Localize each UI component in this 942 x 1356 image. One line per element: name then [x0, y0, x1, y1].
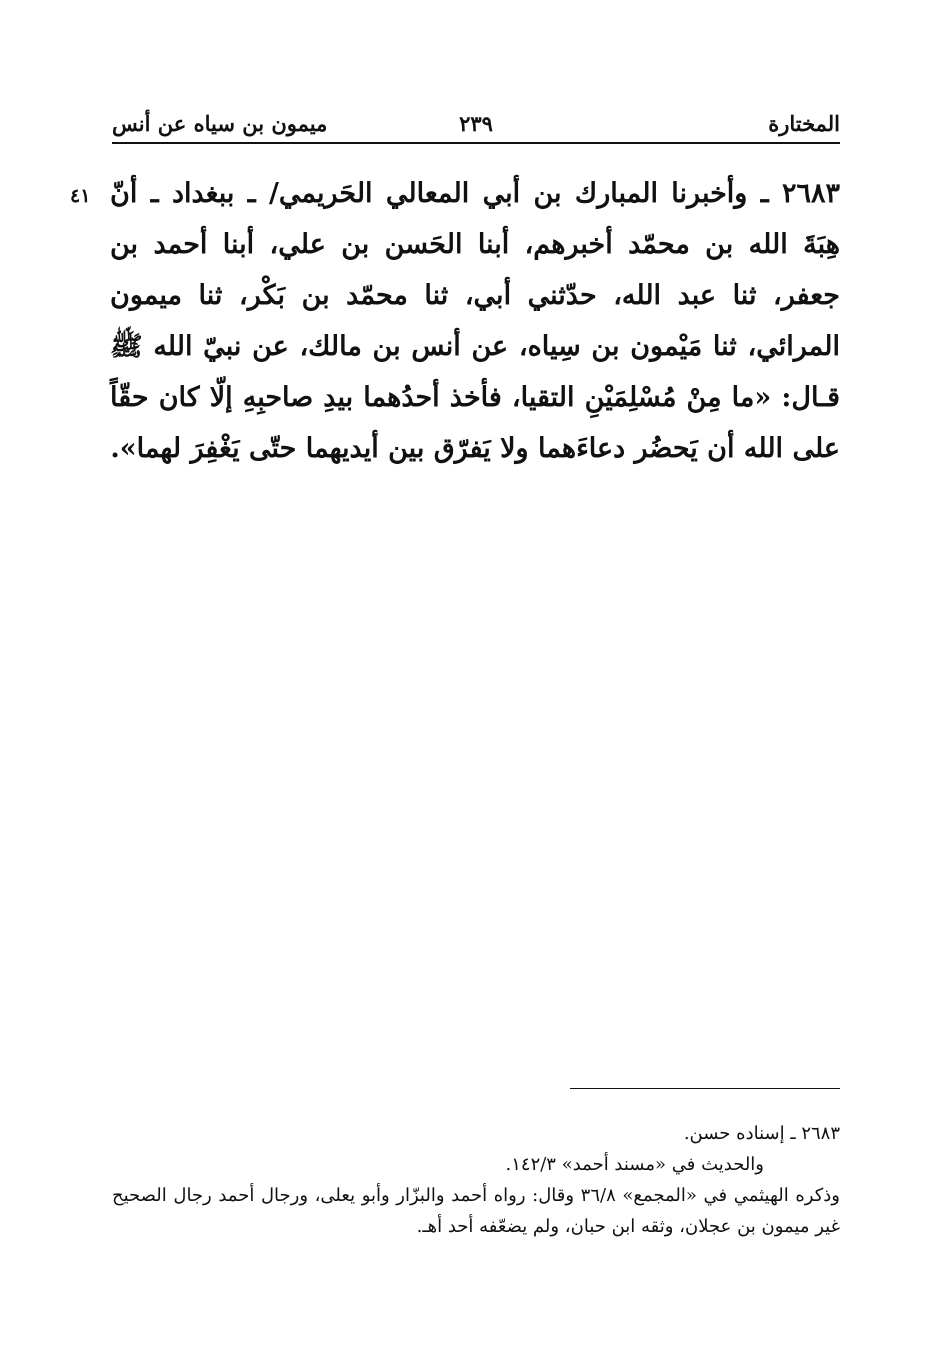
- book-title: المختارة: [768, 111, 840, 136]
- margin-note: ٤١: [70, 185, 91, 207]
- hadith-text: ـ وأخبرنا المبارك بن أبي المعالي الحَريمي/ ـ ببغداد ـ أنّ هِبَةَ الله بن محمّد أخبرهم، أبنا الحَسن بن علي، أبنا أحمد بن جعفر، ثنا عبد الله، حدّثني أبي، ثنا محمّد بن بَكْر، ثنا ميمون المرائي، ثنا مَيْمون بن سِياه، عن أنس بن مالك، عن نبيّ الله ﷺ قـال: «ما مِنْ مُسْلِمَيْنِ التقيا، فأخذ أحدُهما بيدِ صاحبِهِ إلّا كان حقّاً على الله أن يَحضُر دعاءَهما ولا يَفرّق بين أيديهما حتّى يَغْفِرَ لهما».: [110, 178, 840, 464]
- page-header: [112, 104, 840, 144]
- page-number: ٢٣٩: [459, 111, 493, 136]
- hadith-body: [110, 168, 840, 474]
- hadith-number: ٢٦٨٣: [781, 178, 840, 209]
- footnote-line: والحديث في «مسند أحمد» ١٤٢/٣.: [505, 1154, 764, 1175]
- header-divider: [112, 142, 840, 144]
- footnotes: [112, 1118, 840, 1242]
- footnote-divider: [570, 1088, 840, 1089]
- footnote-line: ٢٦٨٣ ـ إسناده حسن.: [683, 1123, 840, 1144]
- footnote-line: وذكره الهيثمي في «المجمع» ٣٦/٨ وقال: رواه أحمد والبزّار وأبو يعلى، ورجال أحمد رجال الصحيح غير ميمون بن عجلان، وثقه ابن حبان، ولم يضعّفه أحد أهـ.: [112, 1185, 840, 1237]
- hadith-paragraph: [110, 168, 840, 474]
- chapter-title: ميمون بن سياه عن أنس: [112, 111, 328, 136]
